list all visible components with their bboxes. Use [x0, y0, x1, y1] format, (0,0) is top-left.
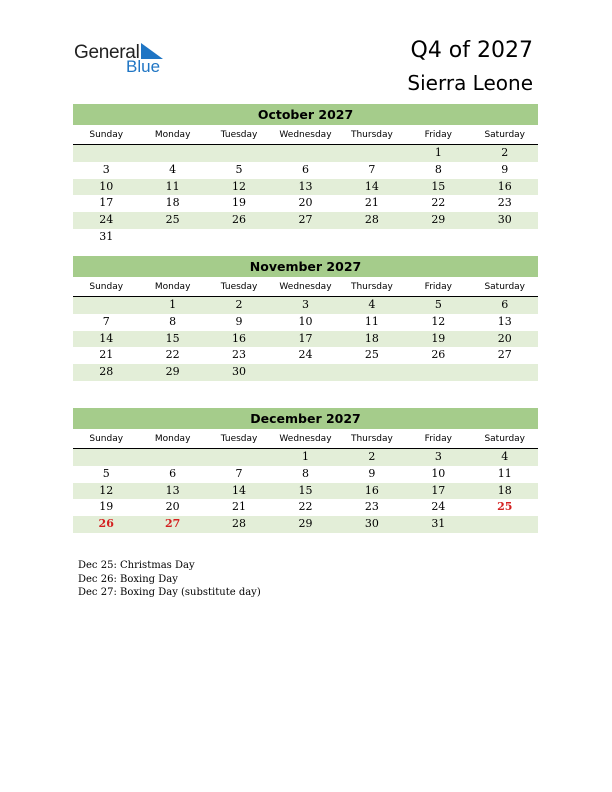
weekday-label: Friday — [424, 434, 452, 444]
holiday-note: Dec 26: Boxing Day — [78, 573, 178, 585]
weekday-label: Thursday — [350, 434, 393, 444]
weekday-label: Tuesday — [220, 130, 258, 140]
day-cell: 27 — [298, 213, 313, 227]
day-cell — [405, 229, 471, 246]
day-cell: 4 — [368, 298, 376, 311]
day-cell: 29 — [431, 213, 446, 227]
day-cell: 19 — [431, 331, 446, 345]
day-cell: 2 — [235, 298, 243, 311]
day-cell: 19 — [99, 500, 114, 514]
day-cell — [73, 449, 139, 466]
month-calendar — [73, 408, 538, 533]
day-cell: 5 — [235, 162, 243, 176]
week-row — [73, 212, 538, 229]
day-cell: 11 — [497, 466, 512, 480]
day-cell — [272, 364, 338, 381]
day-cell: 24 — [431, 500, 446, 514]
day-cell: 21 — [232, 500, 247, 514]
day-cell: 29 — [298, 517, 313, 531]
weekday-label: Saturday — [484, 130, 526, 140]
day-cell — [472, 229, 538, 246]
day-cell: 10 — [99, 179, 114, 193]
day-cell: 5 — [102, 466, 110, 480]
day-cell: 28 — [364, 213, 379, 227]
day-cell: 17 — [431, 483, 446, 497]
day-cell: 24 — [298, 348, 313, 362]
day-cell — [339, 364, 405, 381]
day-cell: 17 — [99, 196, 114, 210]
weekday-label: Sunday — [89, 282, 124, 292]
holiday-note: Dec 25: Christmas Day — [78, 560, 195, 571]
day-cell — [472, 364, 538, 381]
weekday-label: Tuesday — [220, 282, 258, 292]
day-cell: 30 — [232, 365, 247, 379]
weekday-header — [73, 128, 538, 145]
day-cell: 16 — [364, 483, 379, 497]
day-cell: 7 — [235, 466, 243, 480]
day-cell: 6 — [169, 466, 177, 480]
day-cell: 15 — [165, 331, 180, 345]
week-row — [73, 364, 538, 381]
day-cell: 31 — [99, 229, 114, 243]
day-cell — [139, 449, 205, 466]
day-cell: 1 — [301, 450, 309, 463]
week-row — [73, 499, 538, 516]
country-name: Sierra Leone — [407, 71, 533, 95]
weekday-header — [73, 432, 538, 449]
week-row — [73, 145, 538, 162]
day-cell: 31 — [431, 517, 446, 531]
day-cell: 9 — [235, 314, 243, 328]
weekday-header — [73, 280, 538, 297]
day-cell — [272, 229, 338, 246]
day-cell: 20 — [298, 196, 313, 210]
day-cell: 20 — [165, 500, 180, 514]
week-row — [73, 195, 538, 212]
day-cell: 13 — [497, 314, 512, 328]
week-row — [73, 229, 538, 246]
day-cell: 13 — [165, 483, 180, 497]
day-cell: 12 — [232, 179, 247, 193]
weekday-label: Wednesday — [279, 130, 332, 140]
day-cell: 24 — [99, 213, 114, 227]
day-cell: 16 — [232, 331, 247, 345]
day-cell: 14 — [364, 179, 379, 193]
week-row — [73, 483, 538, 500]
weekday-label: Saturday — [484, 434, 526, 444]
weekday-label: Sunday — [89, 434, 124, 444]
day-cell: 3 — [434, 450, 442, 463]
day-cell: 26 — [232, 213, 247, 227]
day-cell: 14 — [232, 483, 247, 497]
weekday-label: Wednesday — [279, 282, 332, 292]
day-cell — [139, 145, 205, 162]
holiday-note: Dec 27: Boxing Day (substitute day) — [78, 587, 261, 598]
week-row — [73, 314, 538, 331]
day-cell: 12 — [99, 483, 114, 497]
day-cell: 23 — [364, 500, 379, 514]
day-cell: 8 — [301, 466, 309, 480]
weekday-label: Wednesday — [279, 434, 332, 444]
page-title: Q4 of 2027 — [410, 38, 533, 63]
day-cell — [73, 145, 139, 162]
logo-word-blue: Blue — [126, 57, 161, 76]
week-row — [73, 331, 538, 348]
day-cell — [73, 297, 139, 314]
day-cell: 25 — [165, 213, 180, 227]
day-cell: 23 — [497, 196, 512, 210]
day-cell: 21 — [364, 196, 379, 210]
day-cell — [339, 145, 405, 162]
day-cell: 15 — [298, 483, 313, 497]
day-cell: 9 — [501, 162, 509, 176]
day-cell: 1 — [169, 298, 177, 311]
weekday-label: Thursday — [350, 130, 393, 140]
day-cell: 18 — [497, 483, 512, 497]
week-row — [73, 516, 538, 533]
day-cell: 11 — [364, 314, 379, 328]
logo-word-general: General — [74, 42, 140, 63]
week-row — [73, 449, 538, 466]
month-calendar — [73, 256, 538, 381]
day-cell — [206, 449, 272, 466]
holiday-notes — [78, 559, 261, 600]
day-cell: 6 — [501, 298, 509, 311]
day-cell — [405, 364, 471, 381]
weekday-label: Monday — [154, 130, 191, 140]
day-cell: 22 — [298, 500, 313, 514]
day-cell: 21 — [99, 348, 114, 362]
day-cell: 14 — [99, 331, 114, 345]
month-title: November 2027 — [73, 256, 538, 277]
weekday-label: Friday — [424, 130, 452, 140]
day-cell — [472, 516, 538, 533]
week-row — [73, 466, 538, 483]
day-cell: 18 — [165, 196, 180, 210]
day-cell: 7 — [102, 314, 110, 328]
month-calendar — [73, 104, 538, 246]
day-cell: 27 — [497, 348, 512, 362]
day-cell: 6 — [301, 162, 309, 176]
weekday-label: Tuesday — [220, 434, 258, 444]
month-title: October 2027 — [73, 104, 538, 125]
month-title: December 2027 — [73, 408, 538, 429]
day-cell: 25 — [497, 500, 513, 514]
week-row — [73, 297, 538, 314]
day-cell: 10 — [298, 314, 313, 328]
day-cell: 25 — [364, 348, 379, 362]
day-cell: 15 — [431, 179, 446, 193]
day-cell: 4 — [501, 450, 509, 463]
day-cell: 2 — [368, 450, 376, 463]
day-cell: 3 — [102, 162, 110, 176]
day-cell: 26 — [98, 517, 114, 531]
day-cell: 1 — [434, 146, 442, 159]
day-cell: 30 — [497, 213, 512, 227]
day-cell — [272, 145, 338, 162]
day-cell — [206, 145, 272, 162]
day-cell: 13 — [298, 179, 313, 193]
day-cell: 12 — [431, 314, 446, 328]
day-cell: 26 — [431, 348, 446, 362]
day-cell: 10 — [431, 466, 446, 480]
day-cell: 19 — [232, 196, 247, 210]
day-cell: 3 — [301, 298, 309, 311]
day-cell: 2 — [501, 146, 509, 159]
day-cell: 4 — [169, 162, 177, 176]
day-cell: 9 — [368, 466, 376, 480]
day-cell — [339, 229, 405, 246]
week-row — [73, 179, 538, 196]
day-cell: 23 — [232, 348, 247, 362]
day-cell: 7 — [368, 162, 376, 176]
day-cell: 16 — [497, 179, 512, 193]
weekday-label: Friday — [424, 282, 452, 292]
weekday-label: Monday — [154, 434, 191, 444]
day-cell: 8 — [169, 314, 177, 328]
day-cell: 18 — [364, 331, 379, 345]
weekday-label: Saturday — [484, 282, 526, 292]
day-cell — [139, 229, 205, 246]
day-cell: 22 — [165, 348, 180, 362]
day-cell — [206, 229, 272, 246]
day-cell: 28 — [99, 365, 114, 379]
day-cell: 29 — [165, 365, 180, 379]
day-cell: 20 — [497, 331, 512, 345]
day-cell: 8 — [434, 162, 442, 176]
logo — [74, 42, 174, 78]
day-cell: 28 — [232, 517, 247, 531]
day-cell: 27 — [164, 517, 181, 531]
week-row — [73, 162, 538, 179]
day-cell: 17 — [298, 331, 313, 345]
week-row — [73, 347, 538, 364]
day-cell: 5 — [434, 298, 442, 311]
weekday-label: Thursday — [350, 282, 393, 292]
day-cell: 11 — [165, 179, 180, 193]
day-cell: 22 — [431, 196, 446, 210]
weekday-label: Sunday — [89, 130, 124, 140]
weekday-label: Monday — [154, 282, 191, 292]
day-cell: 30 — [364, 517, 379, 531]
